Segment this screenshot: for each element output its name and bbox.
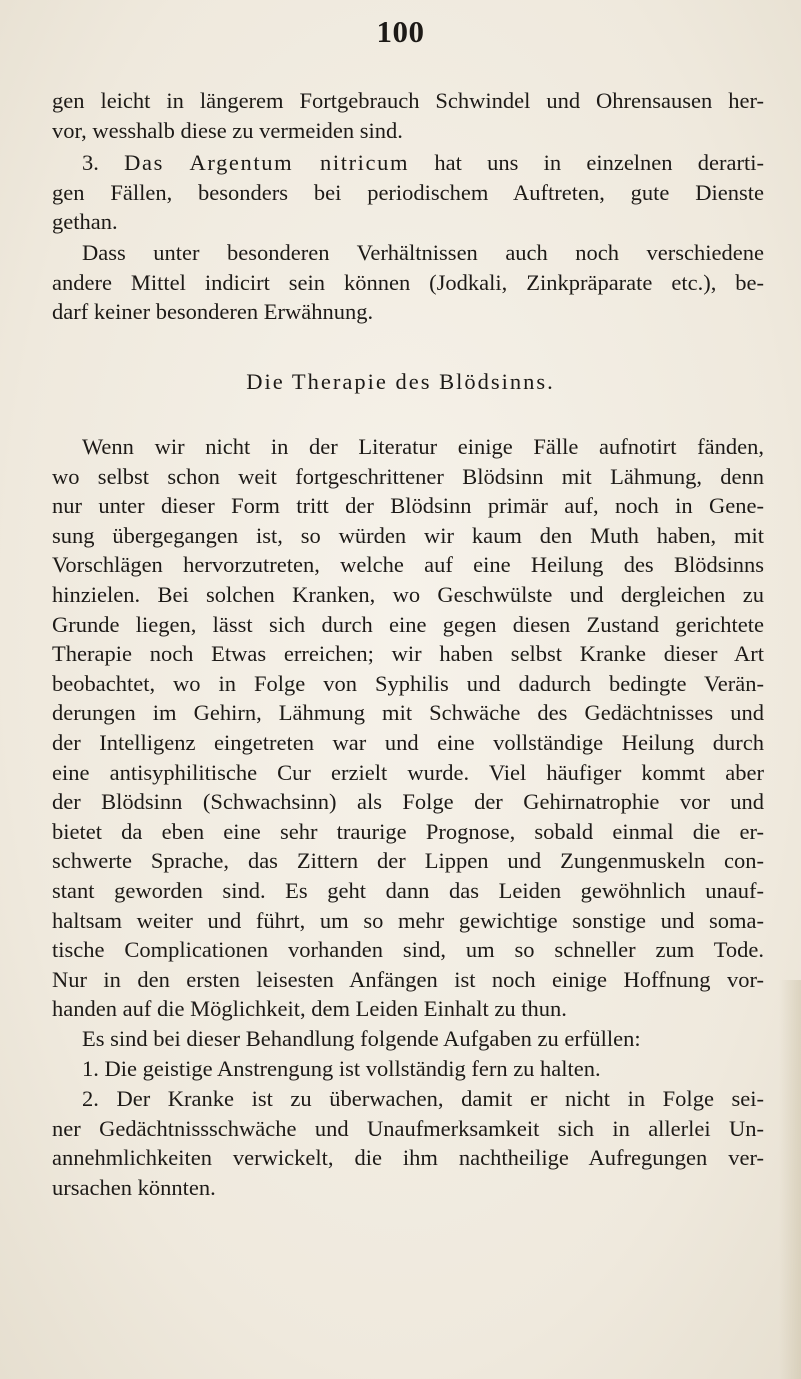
text-line: 2. Der Kranke ist zu überwachen, damit er nicht in Folge sei-: [82, 1086, 764, 1111]
text-line: sung übergegangen ist, so würden wir kaum den Muth haben, mit: [52, 522, 764, 548]
text-line: stant geworden sind. Es geht dann das Leiden gewöhnlich unauf-: [52, 877, 764, 903]
text-line: handen auf die Möglichkeit, dem Leiden Einhalt zu thun.: [52, 996, 567, 1022]
text-fragment: hat uns in einzelnen derarti-: [434, 150, 764, 175]
text-line: Therapie noch Etwas erreichen; wir haben selbst Kranke dieser Art: [52, 641, 764, 667]
text-line: andere Mittel indicirt sein können (Jodkali, Zinkpräparate etc.), be-: [52, 269, 764, 295]
paragraph-therapy: [52, 432, 764, 1024]
text-line: hinzielen. Bei solchen Kranken, wo Geschwülste und dergleichen zu: [52, 581, 764, 607]
paragraph-continuation: [52, 86, 764, 145]
text-line: Wenn wir nicht in der Literatur einige Fälle aufnotirt fänden,: [82, 434, 764, 459]
text-line: der Blödsinn (Schwachsinn) als Folge der Gehirnatrophie vor und: [52, 789, 764, 815]
text-line: beobachtet, wo in Folge von Syphilis und dadurch bedingte Verän-: [52, 670, 764, 696]
text-line: nur unter dieser Form tritt der Blödsinn primär auf, noch in Gene-: [52, 493, 764, 519]
paragraph-other-remedies: [52, 238, 764, 327]
text-line: ursachen könnten.: [52, 1174, 216, 1200]
text-line: Es sind bei dieser Behandlung folgende Aufgaben zu erfüllen:: [82, 1026, 641, 1051]
section-heading: Die Therapie des Blödsinns.: [246, 369, 555, 394]
text-line: Grunde liegen, lässt sich durch eine gegen diesen Zustand gerichtete: [52, 611, 764, 637]
text-line: derungen im Gehirn, Lähmung mit Schwäche des Gedächtnisses und: [52, 700, 764, 726]
page-number: 100: [376, 14, 425, 49]
item-number: 3.: [82, 150, 99, 175]
paragraph-item-2: [52, 1084, 764, 1202]
text-line: Vorschlägen hervorzutreten, welche auf eine Heilung des Blödsinns: [52, 552, 764, 578]
text-line: schwerte Sprache, das Zittern der Lippen und Zungenmuskeln con-: [52, 848, 764, 874]
text-line: haltsam weiter und führt, um so mehr gewichtige sonstige und soma-: [52, 907, 764, 933]
text-line: [52, 148, 764, 178]
text-line: ner Gedächtnissschwäche und Unaufmerksamkeit sich in allerlei Un-: [52, 1115, 764, 1141]
remedy-term: Das Argentum nitricum: [124, 150, 410, 175]
text-line: Nur in den ersten leisesten Anfängen ist noch einige Hoffnung vor-: [52, 966, 764, 992]
text-line: wo selbst schon weit fortgeschrittener Blödsinn mit Lähmung, denn: [52, 463, 764, 489]
text-line: tische Complicationen vorhanden sind, um so schneller zum Tode.: [52, 937, 764, 963]
text-line: darf keiner besonderen Erwähnung.: [52, 299, 374, 325]
text-line: eine antisyphilitische Cur erzielt wurde. Viel häufiger kommt aber: [52, 759, 764, 785]
text-line: vor, wesshalb diese zu vermeiden sind.: [52, 117, 403, 143]
text-line: 1. Die geistige Anstrengung ist vollständig fern zu halten.: [82, 1055, 601, 1081]
text-line: gen Fällen, besonders bei periodischem Auftreten, gute Dienste: [52, 179, 764, 205]
text-line: bietet da eben eine sehr traurige Prognose, sobald einmal die er-: [52, 818, 764, 844]
text-line: annehmlichkeiten verwickelt, die ihm nachtheilige Aufregungen ver-: [52, 1145, 764, 1171]
paragraph-argentum: [52, 148, 764, 237]
paper-edge-stain: [779, 980, 801, 1379]
text-line: gen leicht in längerem Fortgebrauch Schwindel und Ohrensausen her-: [52, 88, 764, 113]
paragraph-tasks: [52, 1024, 764, 1083]
text-line: gethan.: [52, 209, 118, 235]
text-line: Dass unter besonderen Verhältnissen auch noch verschiedene: [82, 240, 764, 265]
text-line: der Intelligenz eingetreten war und eine vollständige Heilung durch: [52, 729, 764, 755]
